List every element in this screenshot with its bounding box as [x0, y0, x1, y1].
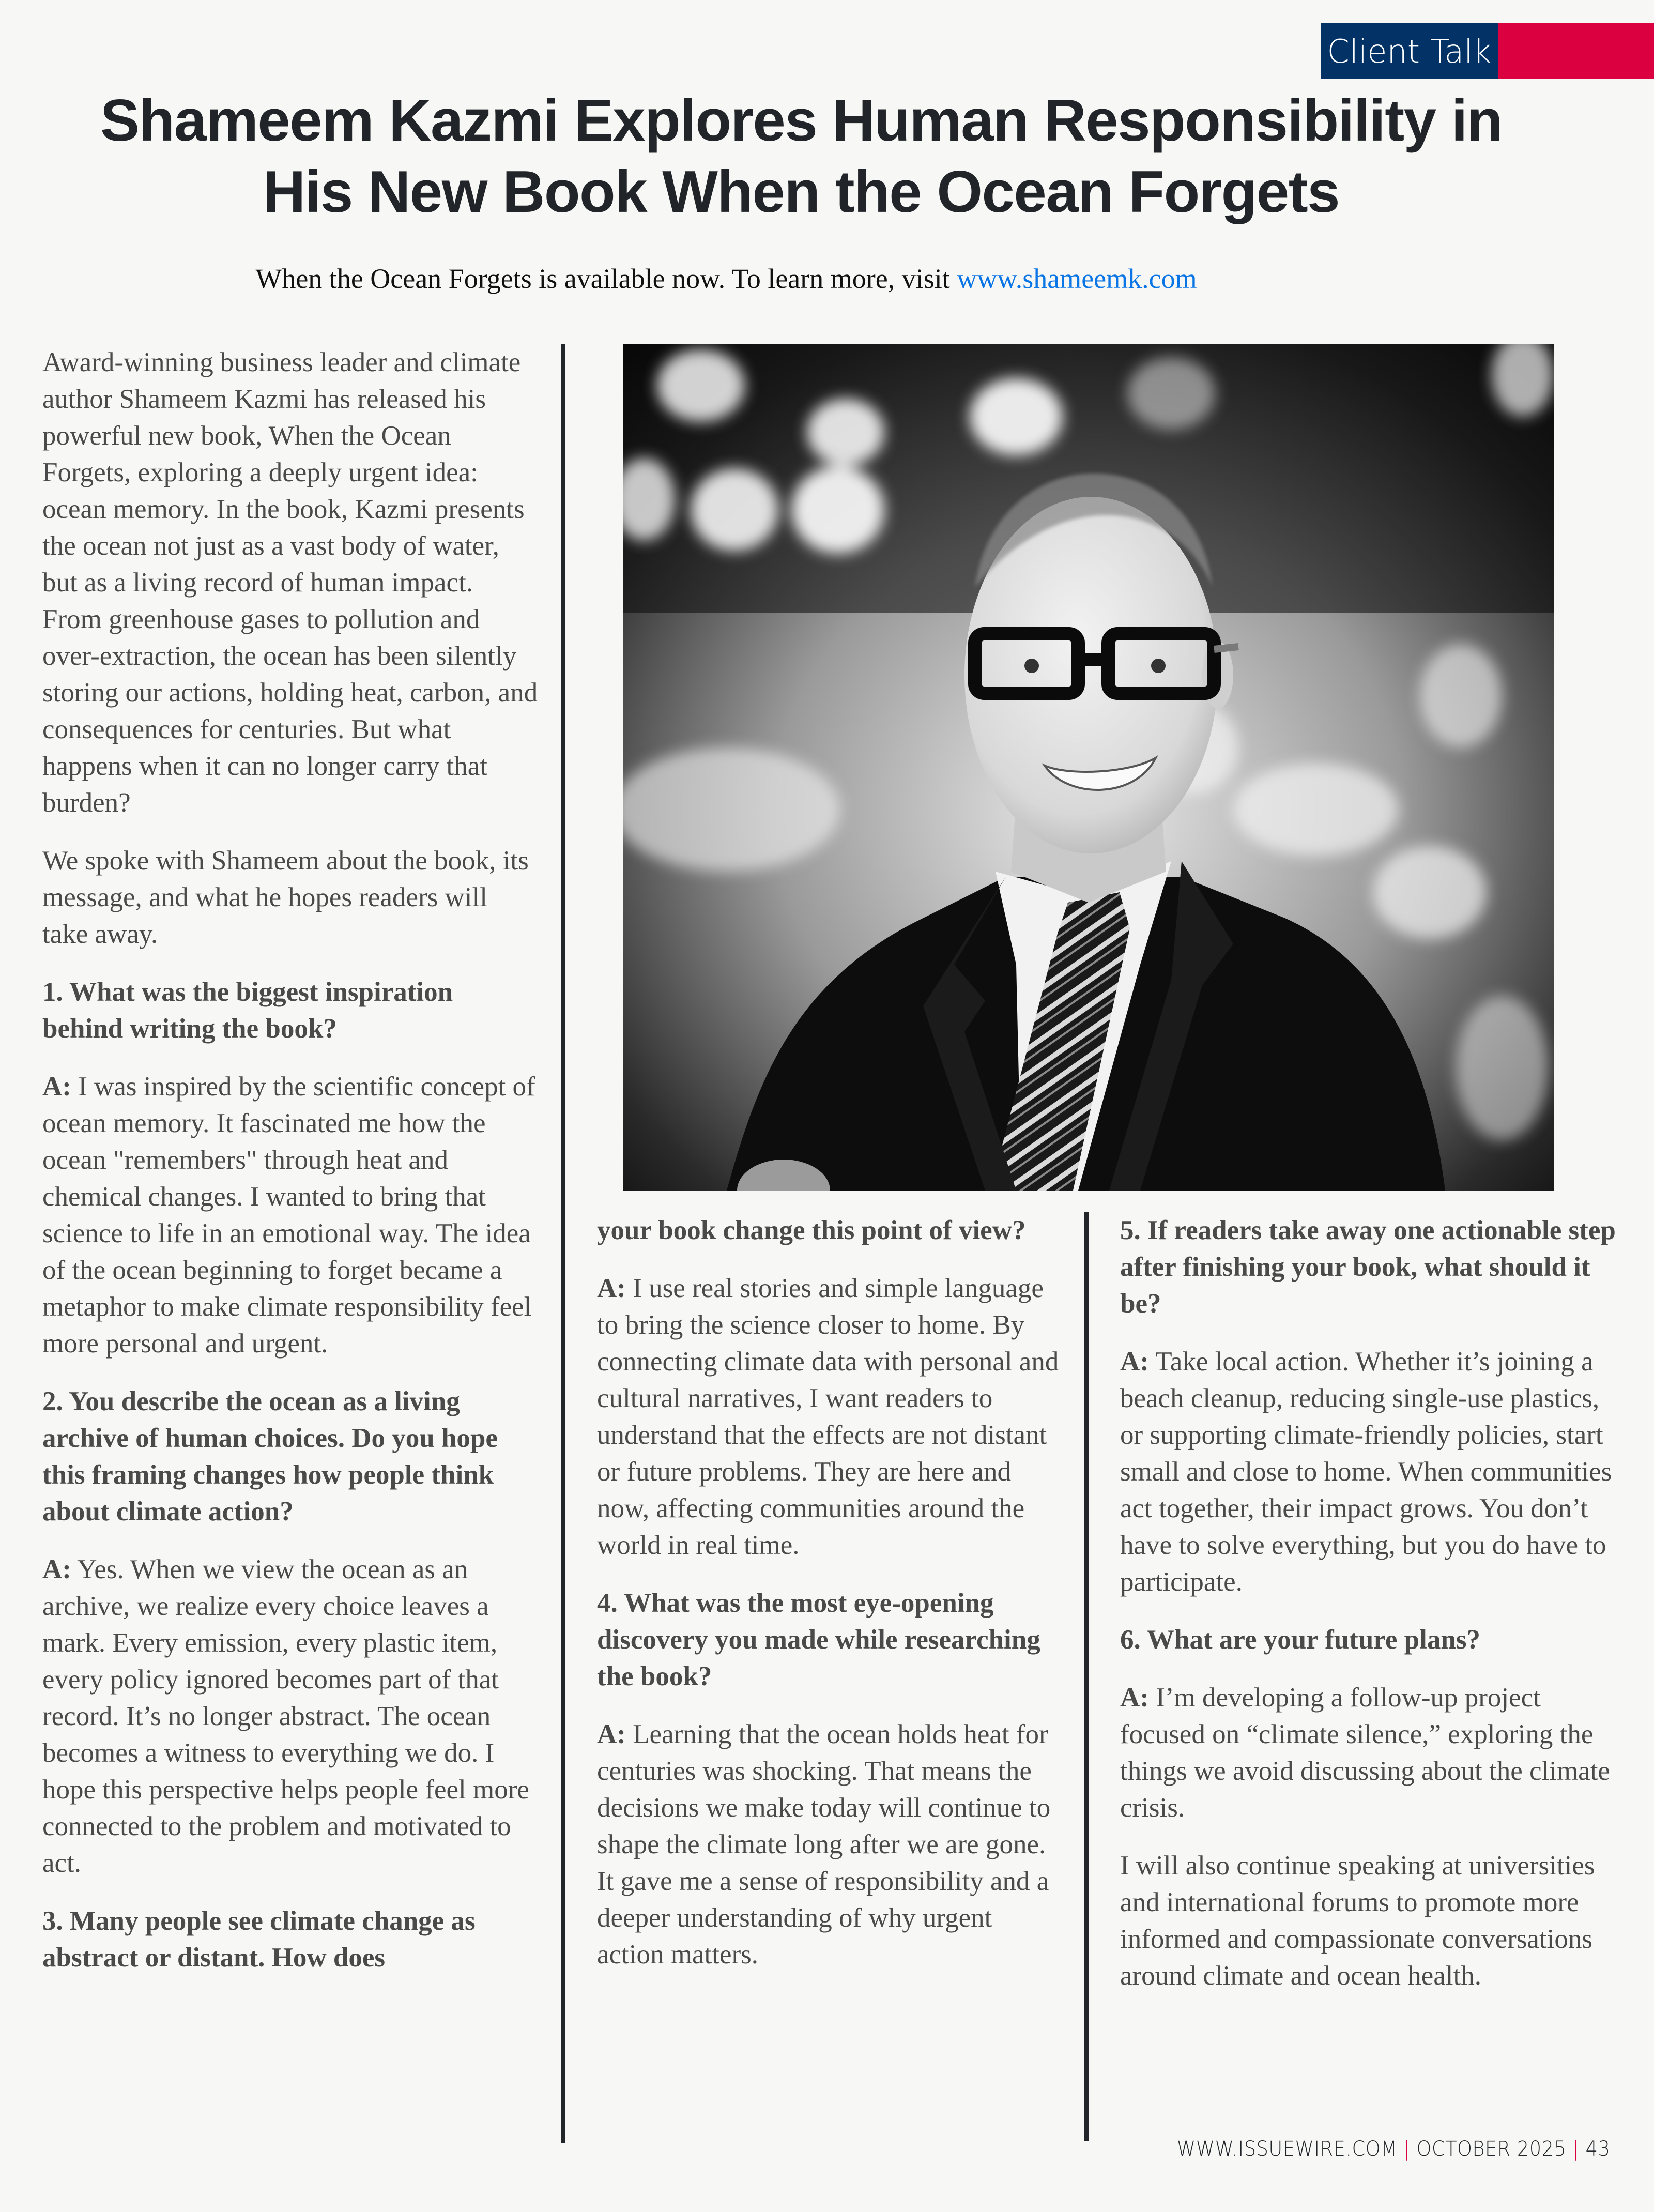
portrait-illustration: [623, 344, 1554, 1191]
headline-line-1: Shameem Kazmi Explores Human Responsibility in: [100, 88, 1503, 154]
section-tag-label: Client Talk: [1321, 23, 1498, 79]
answer-3: A: I use real stories and simple language to bring the science closer to home. By connecting climate data with personal and cultural narratives, I want readers to understand that the effects are not distant or future problems. They are here and now, affecting communities around the world in real time.: [597, 1273, 1059, 1560]
footer-site: WWW.ISSUEWIRE.COM: [1176, 2137, 1397, 2161]
question-4: 4. What was the most eye-opening discovery you made while researching the book?: [597, 1588, 1040, 1691]
article-headline: [52, 85, 1551, 228]
author-portrait-photo: [623, 344, 1554, 1191]
question-1: 1. What was the biggest inspiration behind writing the book?: [42, 977, 453, 1044]
question-5: 5. If readers take away one actionable step after finishing your book, what should it be?: [1120, 1215, 1616, 1319]
footer-page-number: 43: [1585, 2137, 1610, 2161]
availability-note: [0, 263, 1654, 295]
answer-1: A: I was inspired by the scientific concept of ocean memory. It fascinated me how the ocean "remembers" through heat and chemical changes. I wanted to bring that science to life in an emotional way. The idea of the ocean beginning to forget became a metaphor to make climate responsibility feel more personal and urgent.: [42, 1072, 535, 1359]
article-column-middle: [597, 1212, 1062, 1994]
section-tag-accent: [1498, 23, 1654, 79]
footer-issue-date: OCTOBER 2025: [1416, 2137, 1567, 2161]
answer-5: A: Take local action. Whether it’s joining a beach cleanup, reducing single-use plastics, or supporting climate-friendly policies, start small and close to home. When communities act together, their impact grows. You don’t have to solve everything, but you do have to participate.: [1120, 1347, 1612, 1597]
answer-6-continued: I will also continue speaking at universities and international forums to promote more informed and compassionate conversations around climate and ocean health.: [1120, 1851, 1595, 1991]
answer-4: A: Learning that the ocean holds heat for centuries was shocking. That means the decisions we make today will continue to shape the climate long after we are gone. It gave me a sense of responsibility and a deeper understanding of why urgent action matters.: [597, 1719, 1051, 1970]
column-divider-right: [1084, 1212, 1089, 2141]
footer-separator: |: [1403, 2137, 1410, 2161]
answer-prefix: A:: [597, 1273, 626, 1303]
answer-2: A: Yes. When we view the ocean as an archive, we realize every choice leaves a mark. Every emission, every plastic item, every policy ignored becomes part of that record. It’s no longer abstract. The ocean becomes a witness to everything we do. I hope this perspective helps people feel more connected to the problem and motivated to act.: [42, 1554, 529, 1878]
availability-text: When the Ocean Forgets is available now. To learn more, visit: [255, 263, 957, 294]
section-tag: [1321, 23, 1654, 79]
answer-prefix: A:: [1120, 1683, 1149, 1713]
column-divider-left: [561, 344, 565, 2143]
article-column-right: [1120, 1212, 1616, 2016]
article-column-left: [42, 344, 539, 1997]
answer-6: A: I’m developing a follow-up project focused on “climate silence,” exploring the things we avoid discussing about the climate crisis.: [1120, 1683, 1610, 1823]
author-website-link[interactable]: www.shameemk.com: [957, 263, 1197, 294]
answer-prefix: A:: [597, 1719, 626, 1749]
intro-paragraph: We spoke with Shameem about the book, its message, and what he hopes readers will take away.: [42, 846, 529, 949]
question-3-part-2: your book change this point of view?: [597, 1215, 1026, 1245]
page-footer: [1177, 2137, 1610, 2161]
answer-prefix: A:: [42, 1072, 71, 1102]
footer-separator: |: [1572, 2137, 1580, 2161]
question-3-part-1: 3. Many people see climate change as abstract or distant. How does: [42, 1906, 476, 1973]
answer-prefix: A:: [1120, 1347, 1149, 1377]
question-2: 2. You describe the ocean as a living archive of human choices. Do you hope this framing changes how people think about climate action?: [42, 1386, 498, 1527]
question-6: 6. What are your future plans?: [1120, 1625, 1480, 1655]
headline-line-2: His New Book When the Ocean Forgets: [263, 159, 1340, 225]
answer-prefix: A:: [42, 1554, 71, 1584]
intro-paragraph: Award-winning business leader and climate author Shameem Kazmi has released his powerful new book, When the Ocean Forgets, exploring a deeply urgent idea: ocean memory. In the book, Kazmi presents the ocean not just as a vast body of water, but as a living record of human impact. From greenhouse gases to pollution and over-extraction, the ocean has been silently storing our actions, holding heat, carbon, and consequences for centuries. But what happens when it can no longer carry that burden?: [42, 347, 538, 818]
